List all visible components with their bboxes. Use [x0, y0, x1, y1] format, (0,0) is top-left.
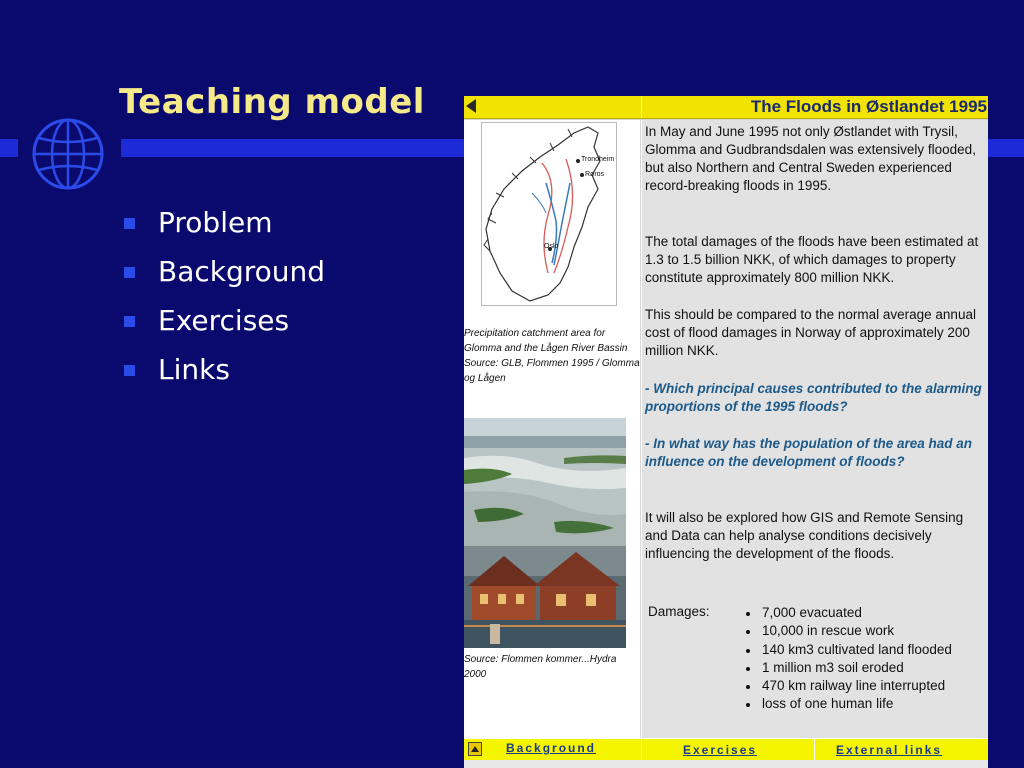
intro-paragraph: In May and June 1995 not only Østlandet with Trysil, Glomma and Gudbrandsdalen was extensively flooded, but also Northern and Central Sweden experienced record-breaking floods in 1995.: [645, 124, 976, 193]
bullet-item: [122, 352, 325, 401]
bullet-text: Exercises: [158, 304, 290, 337]
gis-paragraph: It will also be explored how GIS and Remote Sensing and Data can help analyse conditions decisively influencing the development of the floods.: [645, 510, 964, 561]
bullet-list: [122, 205, 325, 401]
damage-item: [744, 695, 952, 713]
footer-strip: [464, 760, 988, 768]
damage-item: [744, 604, 952, 622]
comparison-paragraph: This should be compared to the normal average annual cost of flood damages in Norway of approximately 200 million NKK.: [645, 307, 976, 358]
nav-link-external-links[interactable]: External links: [836, 743, 943, 757]
damages-cost-paragraph: The total damages of the floods have been estimated at 1.3 to 1.5 billion NKK, of which damages to property constitute approximately 800 million NKK.: [645, 234, 979, 285]
damages-label: Damages:: [648, 604, 710, 619]
flood-landscape-photo: [464, 418, 626, 546]
footer-cell-external-links: [814, 739, 988, 761]
back-arrow-icon: [466, 99, 476, 113]
webpage-screenshot: [464, 96, 988, 768]
footer-cell-exercises: [641, 739, 814, 761]
damage-text: 470 km railway line interrupted: [762, 678, 946, 694]
title-cell: [641, 96, 988, 118]
bullet-text: Links: [158, 353, 230, 386]
left-media-column: [464, 120, 640, 738]
damage-item: [744, 641, 952, 659]
bullet-item: [122, 303, 325, 352]
damage-text: 140 km3 cultivated land flooded: [762, 641, 952, 657]
damage-text: loss of one human life: [762, 696, 894, 712]
map-caption: Precipitation catchment area for Glomma and the Lågen River Bassin Source: GLB, Flommen 1995 / Glomma og Lågen: [464, 328, 640, 384]
globe-icon: [30, 116, 106, 192]
slide-title: Teaching model: [119, 82, 425, 122]
accent-bar-left: [0, 139, 18, 157]
bullet-square-icon: [124, 316, 135, 327]
map-label-trondheim: Trondheim: [581, 156, 615, 163]
webpage-footer-nav: [464, 738, 988, 761]
photo-caption: Source: Flommen kommer...Hydra 2000: [464, 654, 617, 680]
norway-map: [481, 122, 617, 306]
up-arrow-icon[interactable]: [468, 742, 482, 756]
question-causes: - Which principal causes contributed to the alarming proportions of the 1995 floods?: [645, 381, 982, 414]
bullet-text: Problem: [158, 206, 273, 239]
back-button[interactable]: [464, 96, 640, 118]
bullet-item: [122, 254, 325, 303]
norway-map-image: [482, 123, 616, 305]
webpage-header: [464, 96, 988, 119]
damage-item: [744, 677, 952, 695]
nav-link-exercises[interactable]: Exercises: [683, 743, 758, 757]
article-text-column: [641, 120, 988, 738]
bullet-dot-icon: [746, 630, 750, 634]
bullet-square-icon: [124, 218, 135, 229]
bullet-dot-icon: [746, 703, 750, 707]
damage-item: [744, 659, 952, 677]
bullet-square-icon: [124, 267, 135, 278]
map-label-roros: Røros: [585, 171, 605, 178]
bullet-text: Background: [158, 255, 326, 288]
bullet-square-icon: [124, 365, 135, 376]
question-population: - In what way has the population of the area had an influence on the development of floods?: [645, 436, 973, 469]
map-label-oslo: Oslo: [544, 243, 559, 250]
bullet-item: [122, 205, 325, 254]
damage-item: [744, 622, 952, 640]
bullet-dot-icon: [746, 667, 750, 671]
flooded-house-photo: [464, 546, 626, 648]
footer-cell-background: [464, 739, 640, 761]
bullet-dot-icon: [746, 685, 750, 689]
bullet-dot-icon: [746, 612, 750, 616]
damage-text: 10,000 in rescue work: [762, 623, 895, 639]
damage-text: 7,000 evacuated: [762, 605, 862, 620]
bullet-dot-icon: [746, 649, 750, 653]
webpage-title: The Floods in Østlandet 1995: [750, 97, 987, 116]
damage-text: 1 million m3 soil eroded: [762, 659, 904, 675]
nav-link-background[interactable]: Background: [506, 741, 597, 755]
damages-list: [744, 604, 952, 714]
